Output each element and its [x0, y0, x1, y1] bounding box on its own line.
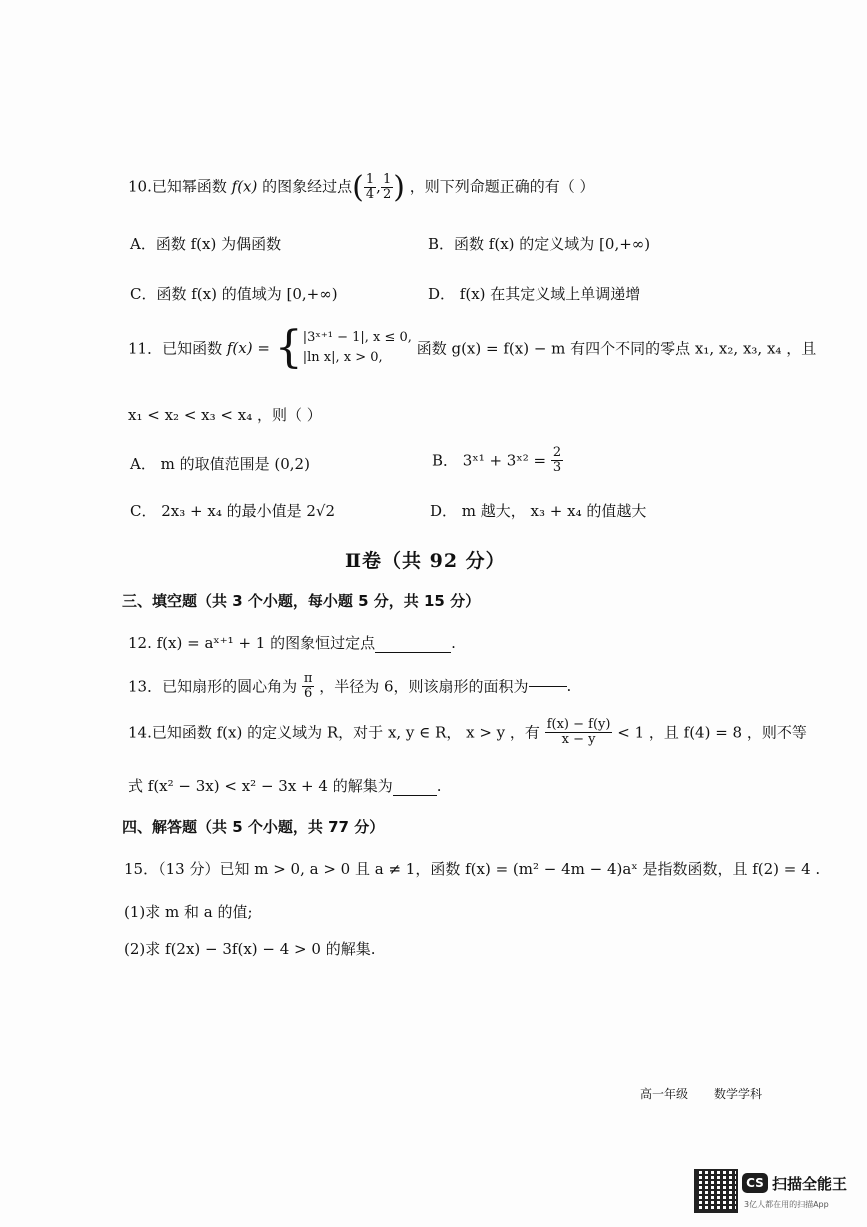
q11-option-a: A． m 的取值范围是 (0,2): [130, 455, 310, 473]
q13-text-b: ，半径为 6，则该扇形的面积为: [319, 677, 529, 696]
q11-option-c: C． 2x₃ + x₄ 的最小值是 2√2: [130, 502, 336, 520]
q11-stem-a: 11．已知函数: [128, 339, 223, 358]
q10-option-a: A．函数 f(x) 为偶函数: [130, 235, 282, 253]
q11-option-b-frac: $\frac{2}{3}$: [552, 445, 562, 475]
footer-grade: 高一年级: [640, 1087, 689, 1101]
q10-stem: 10.已知幂函数 f(x) 的图象经过点( $\frac{1}{4}$ , $\frac{1}{2}$ ) ，则下列命题正确的有（ ）: [128, 170, 595, 205]
q11-stem-c: x₁ < x₂ < x₃ < x₄ ，则（ ）: [128, 406, 322, 424]
q10-point-x: $\frac{1}{4}$: [365, 172, 375, 202]
scanner-tagline: 3亿人都在用的扫描App: [744, 1200, 829, 1209]
q11-stem-b: 函数 g(x) = f(x) − m 有四个不同的零点 x₁, x₂, x₃, x₄ ，且: [416, 339, 817, 358]
q15-stem: 15．（13 分）已知 m > 0, a > 0 且 a ≠ 1，函数 f(x) = (m² − 4m − 4)aˣ 是指数函数，且 f(2) = 4 .: [124, 860, 821, 878]
q13-angle-frac: $\frac{\pi}{6}$: [303, 671, 313, 701]
scanner-brand: 扫描全能王: [772, 1175, 848, 1193]
q10-option-c: C．函数 f(x) 的值域为 [0,+∞): [130, 285, 338, 303]
q14-line2: 式 f(x² − 3x) < x² − 3x + 4 的解集为 .: [128, 777, 442, 795]
q14-text-b: < 1 ，且 f(4) = 8 ，则不等: [617, 723, 807, 742]
q11-piece-1: |3ˣ⁺¹ − 1|, x ≤ 0,: [302, 329, 412, 345]
q14-ratio-frac: $\frac{f(x) - f(y)}{x - y}$: [546, 717, 611, 747]
q14: [128, 718, 807, 746]
volume-2-title: Ⅱ卷（共 92 分）: [345, 550, 506, 572]
q11-piecewise: [303, 328, 412, 368]
qr-code-icon: [694, 1169, 738, 1213]
q10-option-d: D． f(x) 在其定义域上单调递增: [428, 285, 641, 303]
q11-fx: f(x) =: [226, 339, 270, 357]
q11-stem: 11．已知函数 f(x) = { |3ˣ⁺¹ − 1|, x ≤ 0, |ln x|, x > 0, 函数 g(x) = f(x) − m 有四个不同的零点 x₁, x₂, x₃, x₄ ，且: [128, 322, 817, 373]
q15-part-2: (2)求 f(2x) − 3f(x) − 4 > 0 的解集.: [124, 940, 376, 958]
q11-option-d: D． m 越大， x₃ + x₄ 的值越大: [430, 502, 647, 520]
q10-stem-c: ，则下列命题正确的有（ ）: [409, 177, 595, 196]
q14-text-a: 14.已知函数 f(x) 的定义域为 R，对于 x, y ∈ R， x > y ，有: [128, 723, 540, 742]
q10-fx: f(x): [231, 177, 258, 196]
q11-option-b: B． 3ˣ¹ + 3ˣ² = $\frac{2}{3}$: [432, 445, 562, 475]
footer-subject: 数学学科: [714, 1087, 763, 1101]
q15-part-1: (1)求 m 和 a 的值;: [124, 903, 253, 921]
q10-option-b: B．函数 f(x) 的定义域为 [0,+∞): [428, 235, 651, 253]
q12: 12. f(x) = aˣ⁺¹ + 1 的图象恒过定点 .: [128, 634, 456, 652]
q10-stem-b: 的图象经过点: [262, 177, 353, 196]
q10-point-y: $\frac{1}{2}$: [382, 172, 392, 202]
q13-text-a: 13．已知扇形的圆心角为: [128, 677, 298, 696]
q10-stem-a: 10.已知幂函数: [128, 177, 227, 196]
section-3-title: 三、填空题（共 3 个小题，每小题 5 分，共 15 分）: [122, 592, 481, 610]
q13: 13．已知扇形的圆心角为 $\frac{\pi}{6}$ ，半径为 6，则该扇形的面积为 .: [128, 671, 572, 701]
q14-text-c: 式 f(x² − 3x) < x² − 3x + 4 的解集为: [128, 777, 393, 795]
q12-text: 12. f(x) = aˣ⁺¹ + 1 的图象恒过定点: [128, 634, 376, 652]
q11-piece-2: |ln x|, x > 0,: [302, 350, 383, 365]
section-4-title: 四、解答题（共 5 个小题，共 77 分）: [122, 818, 385, 836]
camscanner-logo-icon: CS: [742, 1173, 768, 1193]
